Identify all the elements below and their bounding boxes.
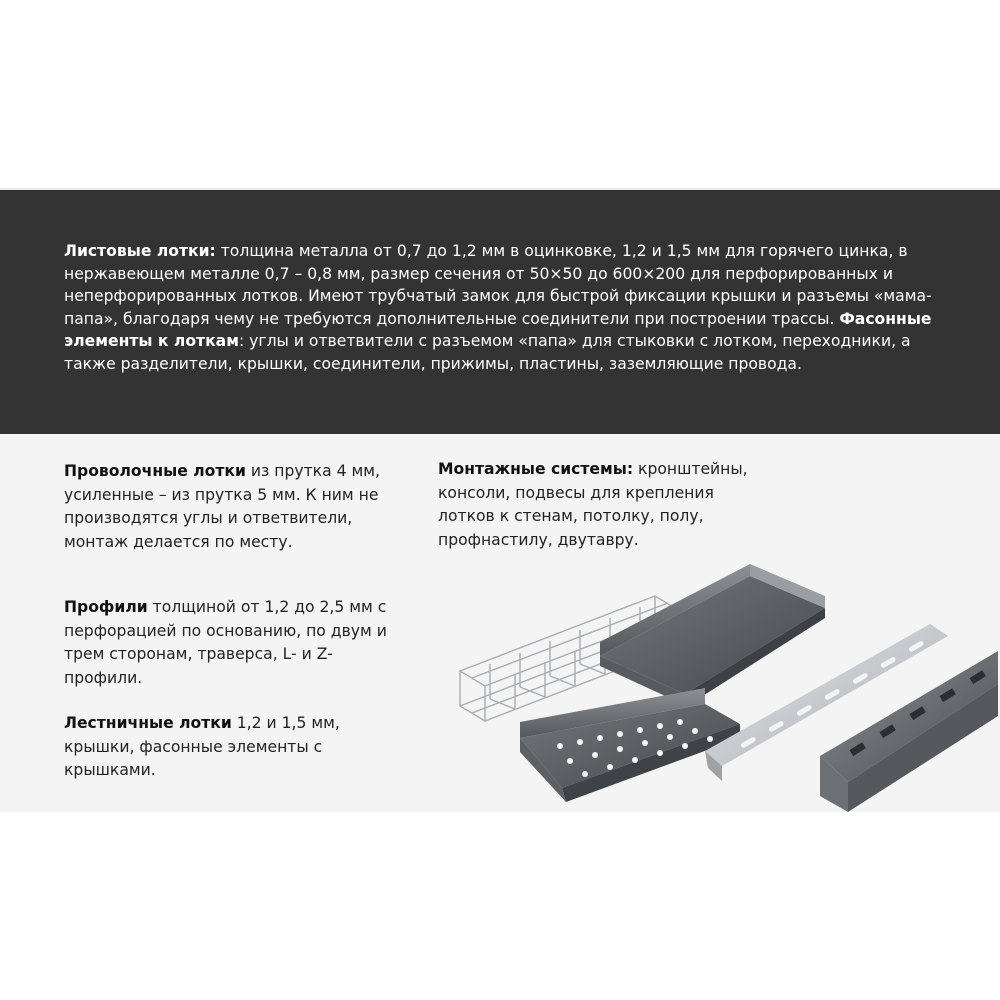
sheet-trays-text: толщина металла от 0,7 до 1,2 мм в оцинковке, 1,2 и 1,5 мм для горячего цинка, в нержавеющем металле 0,7 – 0,8 мм, размер сечения от 50×50 до 600×200 для перфорированных и неперфорированных лотков. Имеют трубчатый замок для быстрой фиксации крышки и разъемы «мама-папа», благодаря чему не требуются дополнительные соединители при построении трассы.: [64, 242, 932, 328]
profiles-title: Профили: [64, 598, 148, 616]
fittings-title: Фасонные элементы к лоткам: [64, 309, 932, 350]
wire-trays-title: Проволочные лотки: [64, 462, 246, 480]
cable-tray-products-illustration: [450, 556, 1000, 812]
ladder-trays-block: [64, 712, 344, 783]
wire-trays-block: [64, 460, 394, 554]
sheet-trays-title: Листовые лотки:: [64, 242, 216, 260]
mounting-systems-text: кронштейны, консоли, подвесы для крепления лотков к стенам, потолку, полу, профнастилу, двутавру.: [438, 460, 748, 549]
solid-sheet-tray-icon: [600, 564, 825, 706]
mounting-systems-block: [438, 458, 768, 552]
top-margin: [0, 0, 1000, 188]
profiles-block: [64, 596, 409, 690]
sheet-trays-description: [64, 240, 944, 375]
sheet-trays-section: [0, 188, 1000, 434]
fittings-text: : углы и ответвители с разъемом «папа» для стыковки с лотком, переходники, а также разделители, крышки, соединители, прижимы, пластины, заземляющие провода.: [64, 332, 911, 373]
profiles-text: толщиной от 1,2 до 2,5 мм с перфорацией по основанию, по двум и трем сторонам, траверса, L- и Z- профили.: [64, 598, 387, 687]
perforated-tray-icon: [520, 688, 740, 802]
mounting-systems-title: Монтажные системы:: [438, 460, 634, 478]
wire-trays-text: из прутка 4 мм, усиленные – из прутка 5 мм. К ним не производятся углы и ответвители, монтаж делается по месту.: [64, 462, 380, 551]
bottom-margin: [0, 812, 1000, 1000]
ladder-trays-title: Лестничные лотки: [64, 714, 232, 732]
ladder-trays-text: 1,2 и 1,5 мм, крышки, фасонные элементы с крышками.: [64, 714, 340, 779]
